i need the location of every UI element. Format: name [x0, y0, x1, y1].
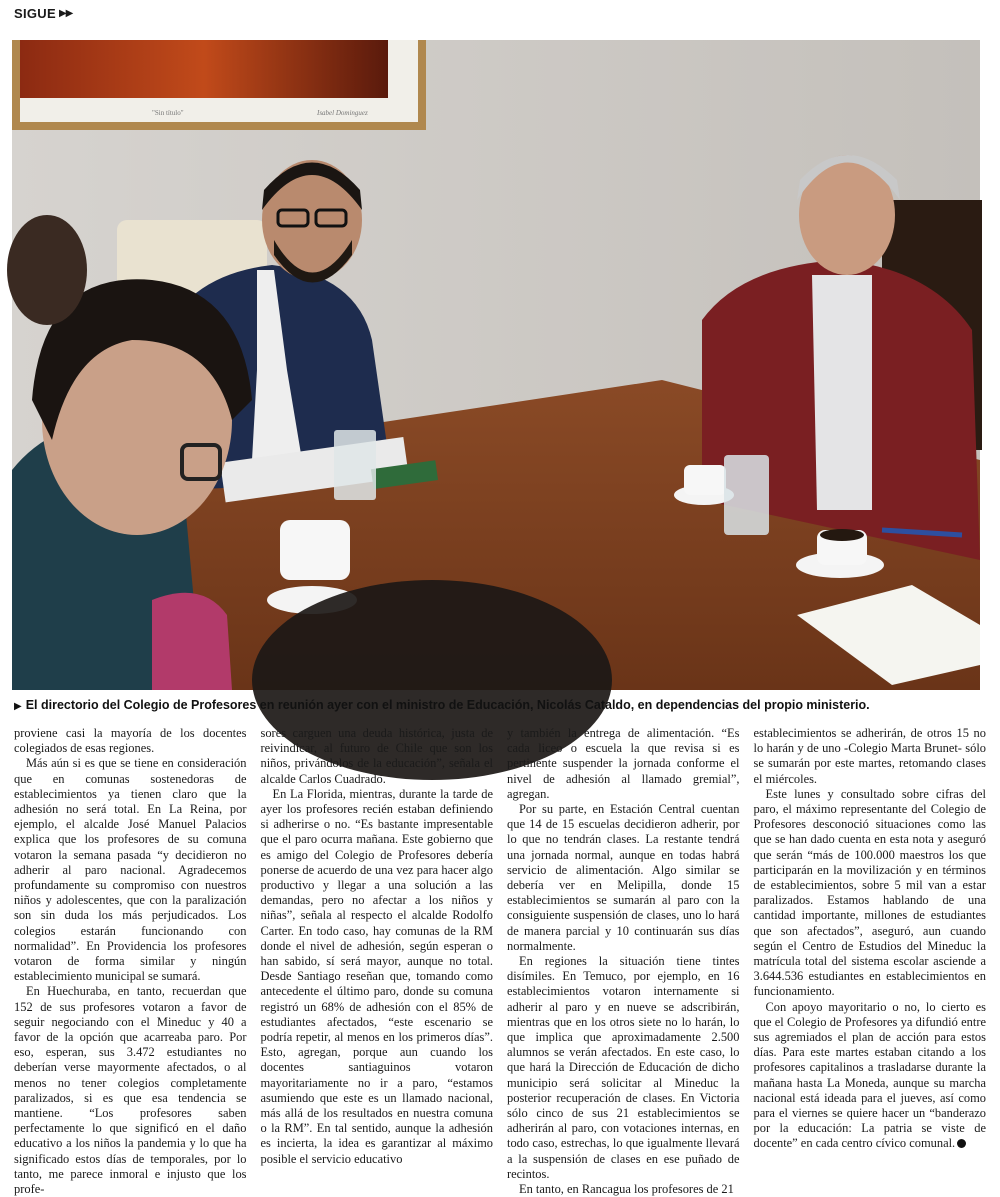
section-tag	[14, 6, 72, 21]
article-column-3	[507, 726, 740, 1197]
section-label: SIGUE	[14, 6, 56, 21]
caption-text: El directorio del Colegio de Profesores en reunión ayer con el ministro de Educación, Nicolás Cataldo, en dependencias del propio ministerio.	[25, 698, 870, 712]
photo-caption	[14, 698, 986, 712]
meeting-photo	[12, 40, 980, 690]
right-triangle-icon: ▶	[14, 701, 22, 712]
woman-pink-sleeve	[152, 593, 232, 690]
article-column-4	[754, 726, 987, 1188]
double-right-arrow-icon: ▶▶	[58, 8, 73, 19]
paragraph: En La Florida, mientras, durante la tarde de ayer los profesores recién estaban definiendo si adherirse o no. “Es bastante impresentable que el paro ocurra mañana. Este gobierno que es amigo del Colegio de Profesores debería ponerse de acuerdo de una vez para hacer algo productivo y llegar a una solución a las demandas, pero no afectar a los niños y niñas”, señala al respecto el alcalde Rodolfo Carter. En todo caso, hay comunas de la RM donde el nivel de adhesión, según esperan o han sabido, sí será mayor, aunque no total. Desde Santiago reseñan que, tomando como antecedente el último paro, donde su comuna registró un 68% de adhesión con el 85% de estudiantes afectados, “este escenario se podría repetir, al menos en los primeros días”. Esto, agregan, porque aun cuando los docentes santiaguinos votaron mayoritariamente no ir a paro, “estamos asumiendo que este es un llamado nacional, más allá de los resultados en nuestra comuna o la RM”. En tal sentido, aunque la adhesión es incierta, la idea es garantizar al máximo posible el servicio educativo	[260, 786, 493, 1166]
paragraph: Este lunes y consultado sobre cifras del paro, el máximo representante del Colegio de Profesores desconoció situaciones como las que se han dado cuenta en esta nota y aseguró que serán “más de 100.000 maestros los que participarán en la movilización y en términos de establecimientos, sobre 5 mil van a estar paralizados. Estamos hablando de una cantidad importante, millones de estudiantes que son afectados”, aseguró, aun cuando según el Centro de Estudios del Mineduc la matrícula total del sistema escolar asciende a 3.644.536 estudiantes en establecimientos en funcionamiento.	[753, 786, 986, 999]
paragraph: Más aún si es que se tiene en consideración que en comunas sostenedoras de establecimientos ya tienen claro que la adhesión no será total. En La Reina, por ejemplo, el alcalde José Manuel Palacios explica que los profesores de su comuna votaron la semana pasada “y decidieron no adherir al paro nacional. Agradecemos profundamente su compromiso con nuestros niños y adolescentes, que con la paralización son sin duda los más perjudicados. Los colegios estarán funcionando con normalidad”. En Providencia los profesores votaron de forma similar y ningún establecimiento municipal se sumará.	[14, 756, 247, 984]
painting	[20, 40, 388, 98]
coffee-cup-right-1	[684, 465, 726, 495]
painting-title: "Sin título"	[152, 109, 184, 117]
painting-signature: Isabel Dominguez	[317, 109, 368, 117]
article-column-2	[261, 726, 494, 1188]
coffee-cup-center	[280, 520, 350, 580]
article-body	[14, 726, 986, 1197]
paragraph: En tanto, en Rancagua los profesores de 21	[519, 1182, 734, 1197]
paragraph: proviene casi la mayoría de los docentes colegiados de esas regiones.	[14, 726, 247, 756]
paragraph	[754, 1000, 987, 1152]
paragraph: y también la entrega de alimentación. “Es cada liceo o escuela la que revisa si es pertinente suspender la jornada conforme el nivel de adhesión al llamado gremial”, agregan.	[507, 726, 740, 801]
paragraph: establecimientos se adherirán, de otros 15 no lo harán y de uno -Colegio Marta Brunet- sólo se sumarán por este martes, retomando clases el miércoles.	[753, 726, 986, 786]
paragraph: En Huechuraba, en tanto, recuerdan que 152 de sus profesores votaron a favor de seguir negociando con el Mineduc y 40 a favor de la opción que acarreaba paro. Por eso, esperan, sus 3.472 estudiantes no deberían verse mayormente afectados, o al menos no tener colegios completamente paralizados, si es que esa tendencia se mantiene. “Los profesores saben perfectamente lo que significó en el daño educativo a los niños la pandemia y lo que ha significado estos días de temporales, por lo tanto, me parece inmoral e injusto que los profe-	[14, 984, 247, 1197]
paragraph-text: Con apoyo mayoritario o no, lo cierto es que el Colegio de Profesores ya difundió entre sus agremiados el plan de acción para estos días. Para este martes estaban citando a los profesores capitalinos a trasladarse durante la mañana hasta La Moneda, aunque su marcha nacional está ideada para el jueves, así como para el viernes se quiere hacer un “banderazo por la educación: La patria se viste de docente” en cada centro cívico comunal.	[753, 999, 986, 1151]
meeting-photo-illustration	[12, 40, 980, 690]
water-glass-center	[334, 430, 376, 500]
paragraph: sores carguen una deuda histórica, justa de reivindicar, al futuro de Chile que son los niños, privándolos de la educación”, señala el alcalde Carlos Cuadrado.	[260, 726, 493, 786]
article-column-1	[14, 726, 247, 1197]
water-glass-right	[724, 455, 769, 535]
paragraph: Por su parte, en Estación Central cuentan que 14 de 15 escuelas decidieron adherir, por lo que no tendrán clases. La restante tendrá una jornada normal, aunque en todas habrá servicio de alimentación. Algo similar se debería ver en Melipilla, donde 15 establecimientos se sumarán al paro con la consiguiente suspensión de clases, uno lo hará de manera parcial y 10 continuarán sus días normalmente.	[507, 802, 740, 953]
paragraph: En regiones la situación tiene tintes disímiles. En Temuco, por ejemplo, en 16 establecimientos votaron internamente si adherir al paro y en nueve se adscribirán, mientras que en los otros siete no lo harán, lo que implica que aproximadamente 2.500 alumnos se verán afectados. En este caso, lo que hará la Dirección de Educación de dicho municipio será solicitar al Mineduc la posterior recuperación de clases. En Victoria sólo cinco de sus 21 establecimientos se adherirán al paro, con votaciones internas, en todo caso, estrechas, lo que igualmente llevará a la suspensión de clases en ese puñado de recintos.	[507, 954, 740, 1181]
end-of-article-icon	[957, 1139, 966, 1148]
